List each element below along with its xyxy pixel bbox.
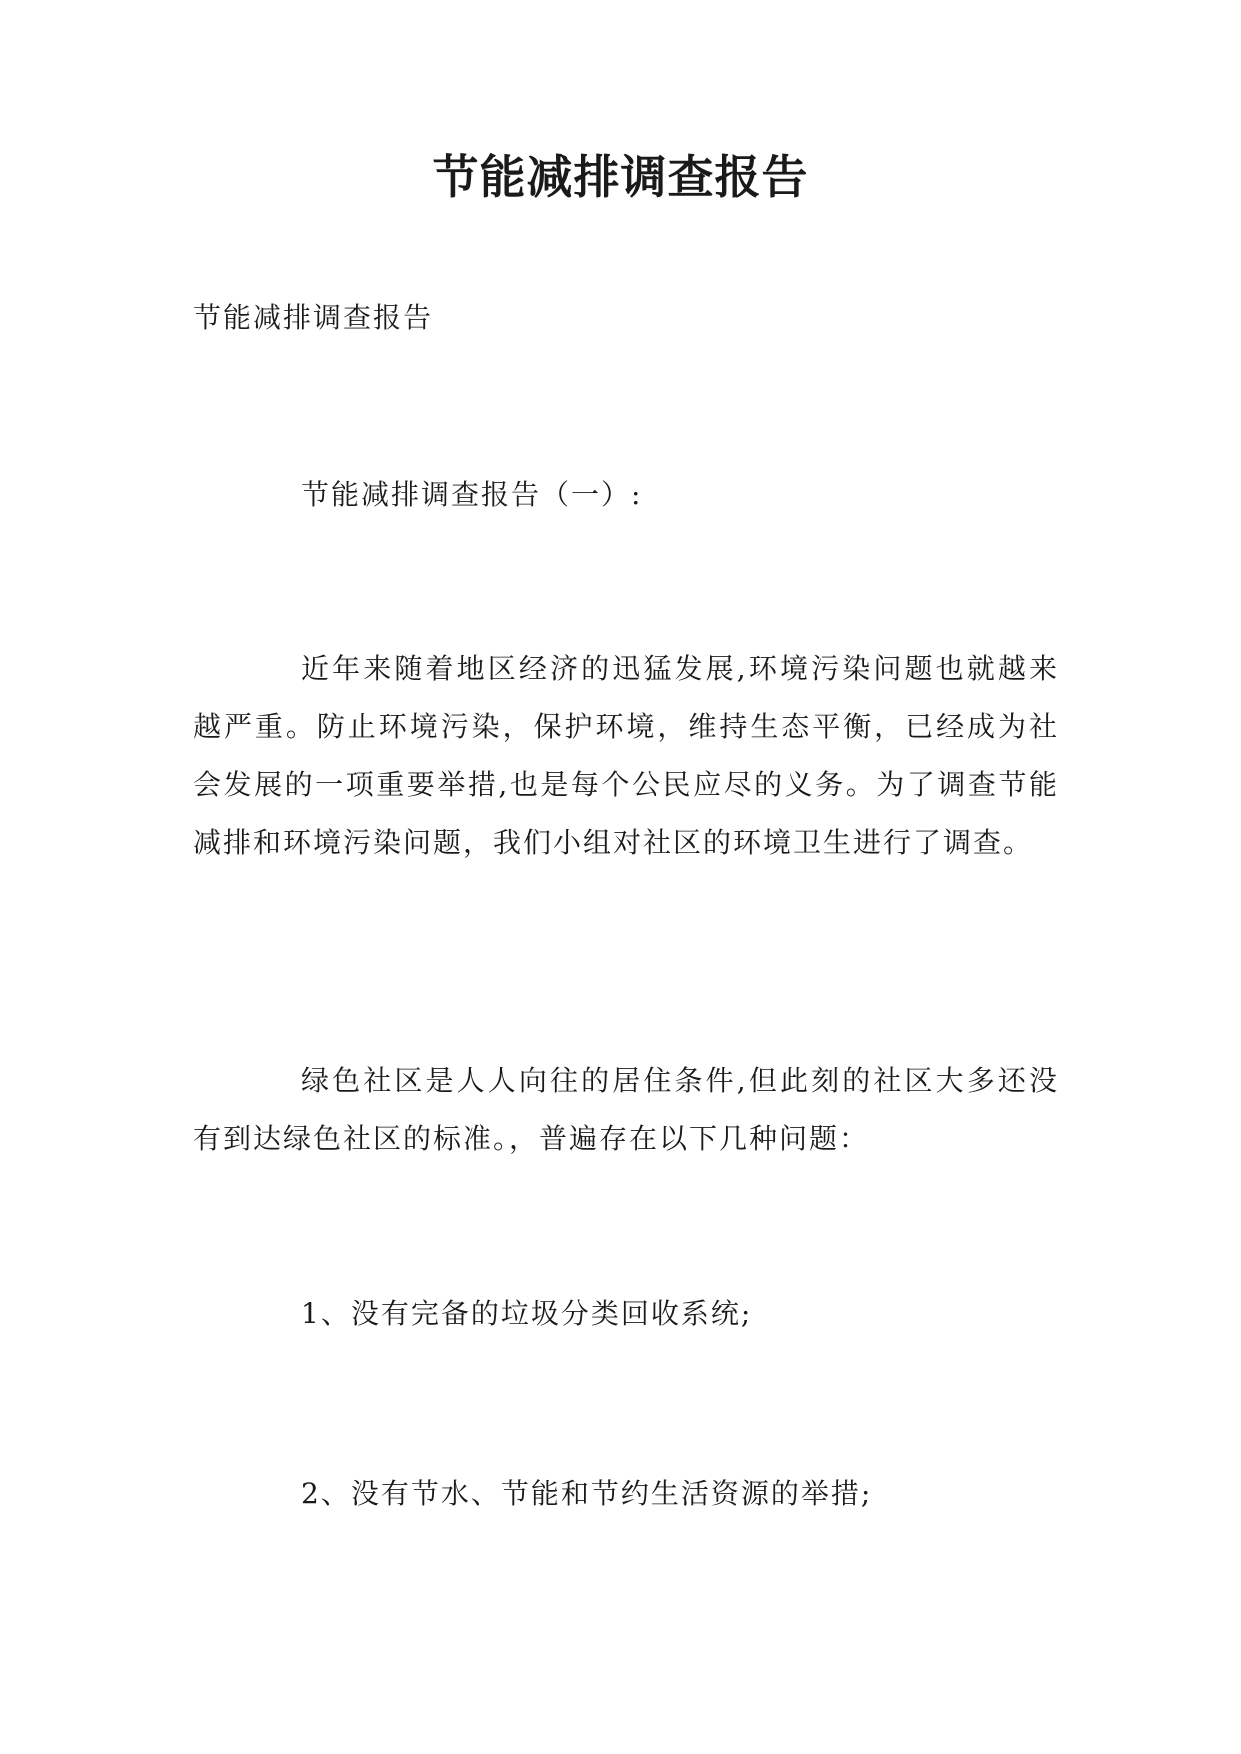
green-community-paragraph: 绿色社区是人人向往的居住条件,但此刻的社区大多还没有到达绿色社区的标准。，普遍存在以下几种问题： (193, 1064, 1059, 1155)
problem-item-2: 2、没有节水、节能和节约生活资源的举措; (301, 1477, 873, 1510)
section-heading: 节能减排调查报告（一）: (301, 478, 643, 511)
intro-paragraph: 近年来随着地区经济的迅猛发展,环境污染问题也就越来越严重。防止环境污染，保护环境，维持生态平衡，已经成为社会发展的一项重要举措,也是每个公民应尽的义务。为了调查节能减排和环境污染问题，我们小组对社区的环境卫生进行了调查。 (193, 652, 1059, 859)
problem-item-1: 1、没有完备的垃圾分类回收系统; (301, 1297, 753, 1330)
document-subtitle: 节能减排调查报告 (193, 301, 434, 334)
document-title: 节能减排调查报告 (432, 150, 809, 204)
